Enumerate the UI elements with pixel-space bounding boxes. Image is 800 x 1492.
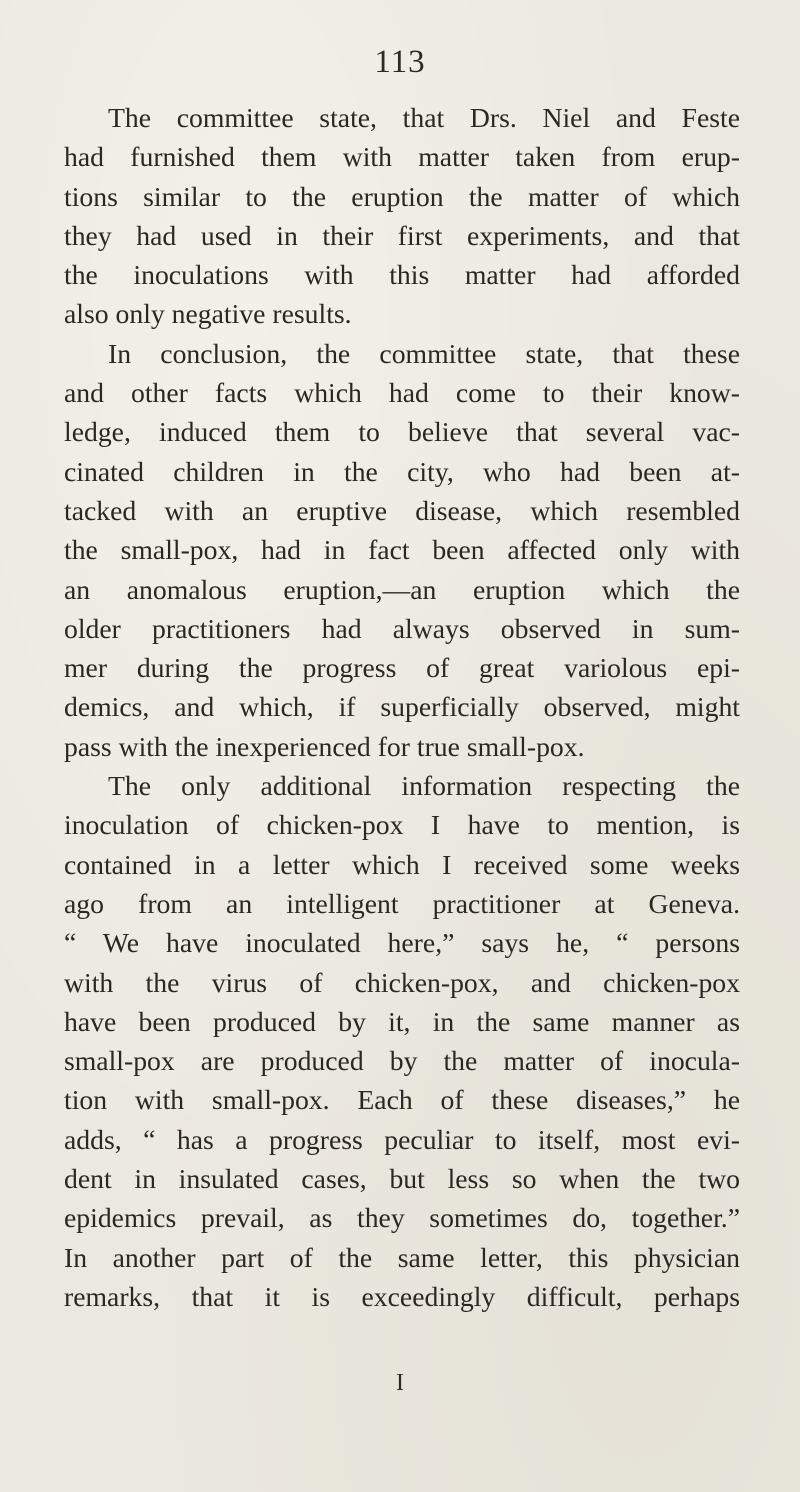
text-line: had furnished them with matter taken from erup- [64, 141, 740, 173]
text-line: adds, “ has a progress peculiar to itself, most evi- [64, 1123, 740, 1155]
text-line: small-pox are produced by the matter of inocula- [64, 1045, 740, 1077]
text-line: The committee state, that Drs. Niel and Feste [108, 102, 740, 133]
text-line: older practitioners had always observed in sum- [64, 612, 740, 644]
text-line: mer during the progress of great variolous epi- [64, 652, 740, 684]
text-line: the inoculations with this matter had afforded [64, 259, 740, 291]
text-line: they had used in their first experiments, and that [64, 219, 740, 251]
text-line: cinated children in the city, who had been at- [64, 455, 740, 487]
text-line: an anomalous eruption,—an eruption which the [64, 573, 740, 605]
text-line: In conclusion, the committee state, that these [108, 337, 740, 369]
text-line: have been produced by it, in the same manner as [64, 1005, 740, 1037]
text-line: ledge, induced them to believe that several vac- [64, 416, 740, 448]
text-line: dent in insulated cases, but less so when the two [64, 1163, 740, 1195]
signature-mark: I [396, 1370, 404, 1396]
text-line: ago from an intelligent practitioner at Geneva. [64, 887, 740, 919]
text-line: tacked with an eruptive disease, which resembled [64, 494, 740, 526]
text-line: The only additional information respecting the [108, 770, 740, 802]
text-line: demics, and which, if superficially observed, might [64, 691, 740, 723]
text-line: tion with small-pox. Each of these diseases,” he [64, 1084, 740, 1116]
text-line: also only negative results. [64, 298, 352, 330]
page-number: 113 [374, 44, 426, 80]
text-line: pass with the inexperienced for true small-pox. [64, 730, 585, 762]
text-line: remarks, that it is exceedingly difficult, perhaps [64, 1280, 740, 1312]
text-line: contained in a letter which I received some weeks [64, 848, 740, 880]
text-line: tions similar to the eruption the matter of which [64, 180, 740, 212]
body-text [64, 98, 740, 1316]
text-line: and other facts which had come to their know- [64, 377, 740, 409]
text-line: epidemics prevail, as they sometimes do, together.” [64, 1202, 740, 1234]
text-line: “ We have inoculated here,” says he, “ persons [64, 927, 740, 959]
text-line: the small-pox, had in fact been affected only with [64, 534, 740, 566]
text-line: inoculation of chicken-pox I have to mention, is [64, 809, 740, 841]
text-line: with the virus of chicken-pox, and chicken-pox [64, 966, 740, 998]
text-line: In another part of the same letter, this physician [64, 1241, 740, 1273]
